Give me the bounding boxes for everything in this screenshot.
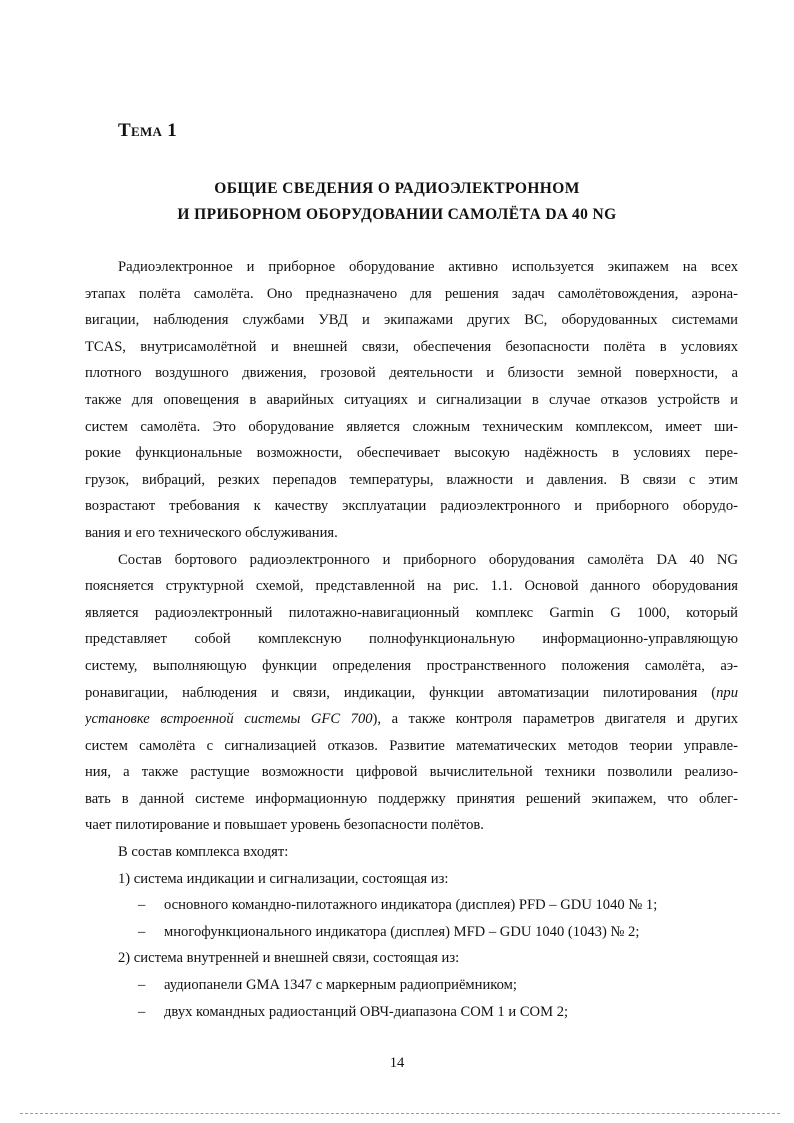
list-item <box>118 999 738 1026</box>
paragraph-1-line: возрастают требования к качеству эксплуатации радиоэлектронного и приборного оборудо- <box>85 498 738 515</box>
paragraph-1-line: вания и его технического обслуживания. <box>85 524 338 541</box>
paragraph-1-line: систем самолёта. Это оборудование является сложным техническим комплексом, имеет ши- <box>85 418 738 435</box>
paragraph-2-text: ), а также контроля параметров двигателя и других <box>372 711 738 728</box>
list-item-text: многофункционального индикатора (дисплея) MFD – GDU 1040 (1043) № 2; <box>164 923 640 940</box>
list-item-text: двух командных радиостанций ОВЧ-диапазона COM 1 и COM 2; <box>164 1003 569 1020</box>
paragraph-1-line: грузок, вибраций, резких перепадов температуры, влажности и давления. В связи с этим <box>85 471 738 488</box>
list-item-text: аудиопанели GMA 1347 с маркерным радиоприёмником; <box>164 977 517 994</box>
list-group-title: 1) система индикации и сигнализации, состоящая из: <box>118 870 449 887</box>
chapter-heading-line-2: И ПРИБОРНОМ ОБОРУДОВАНИИ САМОЛЁТА DA 40 NG <box>177 206 617 223</box>
paragraph-2-line: является радиоэлектронный пилотажно-навигационный комплекс Garmin G 1000, который <box>85 604 738 621</box>
paragraph-2-italic-text: при <box>716 684 738 701</box>
list-item <box>118 972 738 999</box>
composition-intro: В состав комплекса входят: <box>118 844 289 861</box>
list-item <box>118 892 738 919</box>
paragraph-2-line <box>85 680 738 707</box>
paragraph-2-line: систему, выполняющую функции определения пространственного положения самолёта, аэ- <box>85 657 738 674</box>
paragraph-2-line: вать в данной системе информационную поддержку принятия решений экипажем, что облег- <box>85 790 738 807</box>
paragraph-1-line: рокие функциональные возможности, обеспечивает высокую надёжность в условиях пере- <box>85 445 738 462</box>
paragraph-2-line: поясняется структурной схемой, представленной на рис. 1.1. Основой данного оборудования <box>85 578 738 595</box>
paragraph-2-line <box>85 706 738 733</box>
dash-bullet: – <box>138 897 146 914</box>
page-number: 14 <box>389 1055 405 1071</box>
paragraph-2-text: ронавигации, наблюдения и связи, индикации, функции автоматизации пилотирования ( <box>85 684 717 701</box>
paragraph-1-line: этапах полёта самолёта. Оно предназначено для решения задач самолётовождения, аэрона- <box>85 285 738 302</box>
paragraph-2-line: чает пилотирование и повышает уровень безопасности полётов. <box>85 817 484 834</box>
dash-bullet: – <box>138 977 146 994</box>
paragraph-2-line: систем самолёта с сигнализацией отказов. Развитие математических методов теории управле- <box>85 737 738 754</box>
list-group-title: 2) система внутренней и внешней связи, состоящая из: <box>118 950 460 967</box>
paragraph-2-line: Состав бортового радиоэлектронного и приборного оборудования самолёта DA 40 NG <box>118 551 738 568</box>
chapter-heading <box>100 176 694 228</box>
paragraph-2-line: ния, а также растущие возможности цифровой вычислительной техники позволили реализо- <box>85 764 738 781</box>
body-text <box>85 254 738 1025</box>
list-item-text: основного командно-пилотажного индикатора (дисплея) PFD – GDU 1040 № 1; <box>164 897 658 914</box>
dash-bullet: – <box>138 1003 146 1020</box>
paragraph-2 <box>85 547 738 840</box>
dash-bullet: – <box>138 923 146 940</box>
chapter-heading-line-1: ОБЩИЕ СВЕДЕНИЯ О РАДИОЭЛЕКТРОННОМ <box>214 180 580 197</box>
component-list <box>118 866 738 1026</box>
paragraph-2-italic-text: установке встроенной системы GFC 700 <box>85 711 373 728</box>
paragraph-1-line: TCAS, внутрисамолётной и внешней связи, обеспечения безопасности полёта в условиях <box>85 338 738 355</box>
paragraph-1-line: плотного воздушного движения, грозовой деятельности и близости земной поверхности, а <box>85 365 738 382</box>
paragraph-1-line: Радиоэлектронное и приборное оборудование активно используется экипажем на всех <box>118 259 738 275</box>
paragraph-1-line: вигации, наблюдения службами УВД и экипажами других ВС, оборудованных системами <box>85 312 738 329</box>
paragraph-1 <box>85 254 738 547</box>
scan-edge-line <box>20 1113 780 1114</box>
paragraph-1-line: также для оповещения в аварийных ситуациях и сигнализации в случае отказов устройств и <box>85 391 738 408</box>
paragraph-2-line: представляет собой комплексную полнофункциональную информационно-управляющую <box>85 631 738 648</box>
theme-label: Тема 1 <box>118 120 178 141</box>
list-item <box>118 919 738 946</box>
